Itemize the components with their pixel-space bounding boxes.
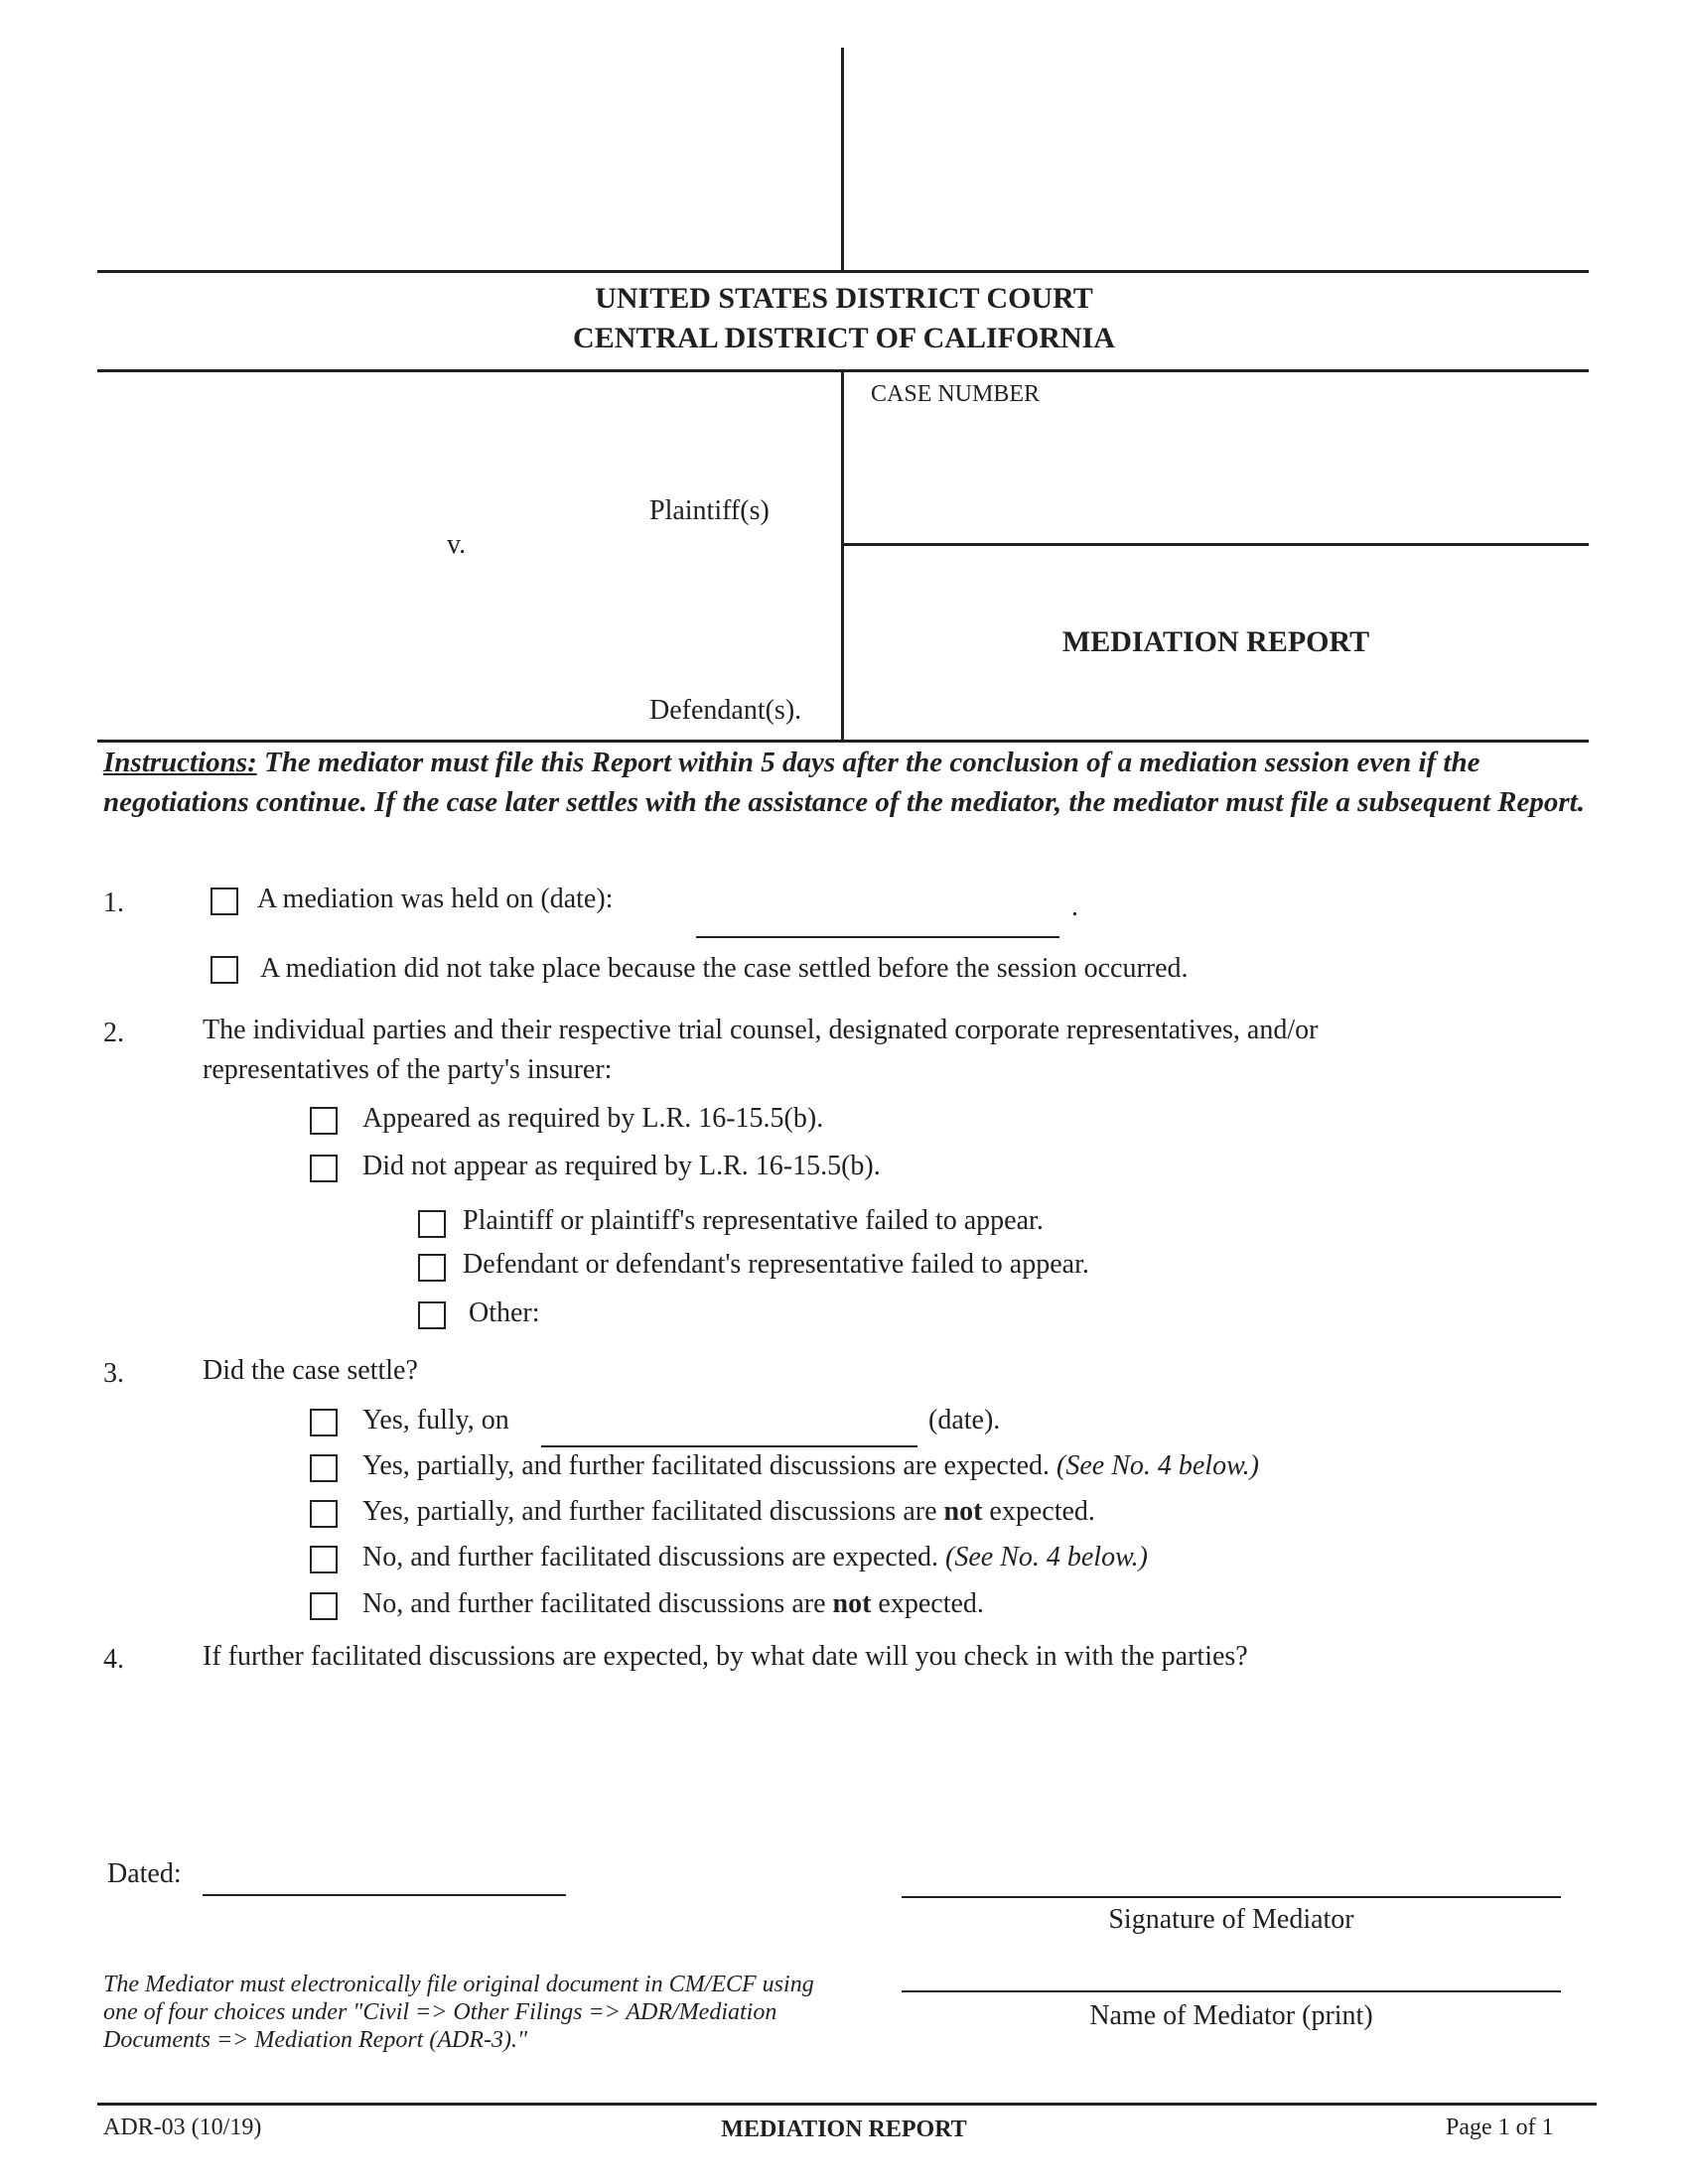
item2-number: 2. xyxy=(103,1018,124,1048)
item3-number: 3. xyxy=(103,1358,124,1389)
settlement-date-field[interactable] xyxy=(541,1414,917,1447)
defendant-failed-label: Defendant or defendant's representative failed to appear. xyxy=(463,1249,1089,1280)
partial-not-expected-label xyxy=(362,1496,1095,1528)
no-expected-label xyxy=(362,1542,1148,1573)
did-not-appear-checkbox[interactable] xyxy=(310,1155,338,1182)
no-not-expected-label xyxy=(362,1588,984,1620)
footer-title: MEDIATION REPORT xyxy=(721,2116,967,2142)
court-top-rule xyxy=(97,270,1589,273)
no-expected-text: No, and further facilitated discussions are expected. xyxy=(362,1542,939,1572)
page-number: Page 1 of 1 xyxy=(1446,2115,1554,2140)
item1-period: . xyxy=(1071,891,1078,922)
settled-fully-date-suffix: (date). xyxy=(928,1405,1001,1435)
instructions xyxy=(103,743,1593,822)
no-expected-checkbox[interactable] xyxy=(310,1546,338,1573)
item2-text-line2: representatives of the party's insurer: xyxy=(203,1054,613,1085)
partial-not-expected-suffix: expected. xyxy=(989,1496,1095,1527)
partial-not-expected-checkbox[interactable] xyxy=(310,1500,338,1528)
no-not-expected-checkbox[interactable] xyxy=(310,1592,338,1620)
defendant-label: Defendant(s). xyxy=(649,695,802,726)
item2-text-line1: The individual parties and their respective trial counsel, designated corporate representatives, and/or xyxy=(203,1015,1319,1045)
partial-expected-text: Yes, partially, and further facilitated discussions are expected. xyxy=(362,1450,1051,1481)
dated-field[interactable] xyxy=(203,1862,566,1896)
document-title: MEDIATION REPORT xyxy=(1061,625,1370,658)
dated-label: Dated: xyxy=(107,1858,182,1889)
other-label: Other: xyxy=(469,1297,540,1328)
item1-number: 1. xyxy=(103,887,124,918)
mediation-date-field[interactable] xyxy=(696,904,1059,938)
form-id: ADR-03 (10/19) xyxy=(103,2115,262,2140)
plaintiff-failed-label: Plaintiff or plaintiff's representative failed to appear. xyxy=(463,1205,1044,1236)
item3-question: Did the case settle? xyxy=(203,1355,418,1386)
footer-rule xyxy=(97,2103,1597,2106)
partial-not-emphasis: not xyxy=(943,1496,983,1527)
partial-not-expected-text: Yes, partially, and further facilitated discussions are xyxy=(362,1496,937,1527)
appeared-checkbox[interactable] xyxy=(310,1107,338,1135)
top-center-divider xyxy=(841,48,844,272)
court-name-line2: CENTRAL DISTRICT OF CALIFORNIA xyxy=(573,322,1115,354)
signature-label: Signature of Mediator xyxy=(1108,1904,1354,1935)
plaintiff-failed-checkbox[interactable] xyxy=(418,1210,446,1238)
no-not-emphasis: not xyxy=(832,1588,872,1619)
no-not-expected-text: No, and further facilitated discussions are xyxy=(362,1588,826,1619)
item4-question: If further facilitated discussions are expected, by what date will you check in with the parties? xyxy=(203,1641,1248,1672)
settled-fully-checkbox[interactable] xyxy=(310,1409,338,1436)
no-expected-note: (See No. 4 below.) xyxy=(945,1542,1148,1572)
versus-label: v. xyxy=(447,529,467,560)
partial-expected-note: (See No. 4 below.) xyxy=(1056,1450,1259,1481)
plaintiff-label: Plaintiff(s) xyxy=(649,495,770,526)
partial-expected-checkbox[interactable] xyxy=(310,1454,338,1482)
item1-held-checkbox[interactable] xyxy=(211,887,238,915)
other-checkbox[interactable] xyxy=(418,1301,446,1329)
defendant-field[interactable] xyxy=(109,576,824,685)
defendant-failed-checkbox[interactable] xyxy=(418,1254,446,1282)
case-number-field[interactable] xyxy=(849,417,1584,536)
did-not-appear-label: Did not appear as required by L.R. 16-15.5(b). xyxy=(362,1151,881,1181)
signature-line[interactable] xyxy=(902,1896,1561,1898)
case-number-bottom-rule xyxy=(843,543,1589,546)
plaintiff-field[interactable] xyxy=(109,382,824,501)
filing-note: The Mediator must electronically file original document in CM/ECF using one of four choices under "Civil => Other Filings => ADR/Mediation Documents => Mediation Report (ADR-3)." xyxy=(103,1972,814,2053)
no-not-expected-suffix: expected. xyxy=(878,1588,984,1619)
item4-number: 4. xyxy=(103,1644,124,1675)
item1-held-label: A mediation was held on (date): xyxy=(257,884,614,914)
caption-center-divider xyxy=(841,369,844,741)
case-number-label: CASE NUMBER xyxy=(871,381,1041,407)
item1-not-held-label: A mediation did not take place because the case settled before the session occurred. xyxy=(260,953,1189,984)
name-label: Name of Mediator (print) xyxy=(1089,2000,1373,2031)
check-in-date-area[interactable] xyxy=(203,1688,1583,1837)
settled-fully-label: Yes, fully, on xyxy=(362,1405,509,1435)
appeared-label: Appeared as required by L.R. 16-15.5(b). xyxy=(362,1103,824,1134)
name-line[interactable] xyxy=(902,1990,1561,1992)
instructions-label: Instructions: xyxy=(103,747,257,778)
court-name-line1: UNITED STATES DISTRICT COURT xyxy=(595,282,1093,315)
partial-expected-label xyxy=(362,1450,1259,1482)
item1-not-held-checkbox[interactable] xyxy=(211,956,238,984)
instructions-text: The mediator must file this Report within 5 days after the conclusion of a mediation session even if the negotiations continue. If the case later settles with the assistance of the mediator, the mediator must file a subsequent Report. xyxy=(103,747,1585,818)
